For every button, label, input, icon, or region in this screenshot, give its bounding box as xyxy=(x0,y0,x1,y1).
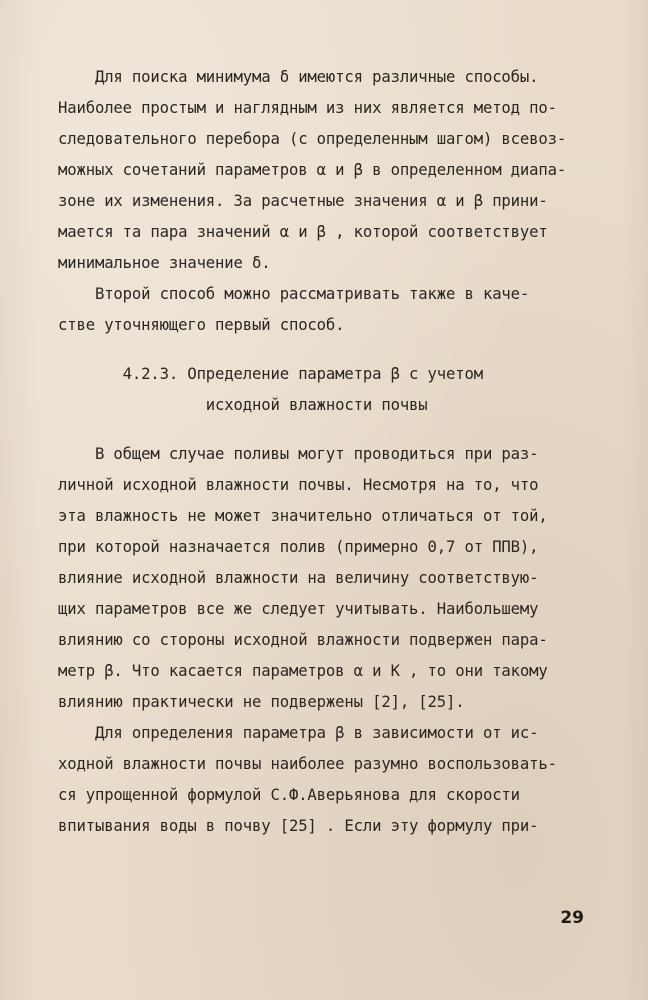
page-number: 29 xyxy=(560,908,584,928)
text-line: ходной влажности почвы наиболее разумно воспользовать- xyxy=(58,755,557,773)
heading-line: 4.2.3. Определение параметра β с учетом xyxy=(58,365,483,383)
text-line: при которой назначается полив (примерно 0,7 от ППВ), xyxy=(58,538,539,556)
text-line: влиянию со стороны исходной влажности подвержен пара- xyxy=(58,631,548,649)
paragraph-4 xyxy=(58,718,618,842)
section-heading xyxy=(58,359,618,421)
text-line: можных сочетаний параметров α и β в определенном диапа- xyxy=(58,161,567,179)
paragraph-3 xyxy=(58,439,618,718)
text-line: метр β. Что касается параметров α и K , то они такому xyxy=(58,662,548,680)
section-spacer xyxy=(58,341,618,359)
text-line: стве уточняющего первый способ. xyxy=(58,316,345,334)
text-line: щих параметров все же следует учитывать. Наибольшему xyxy=(58,600,539,618)
paragraph-2 xyxy=(58,279,618,341)
text-line: Для поиска минимума δ имеются различные способы. xyxy=(58,68,539,86)
text-line: В общем случае поливы могут проводиться при раз- xyxy=(58,445,539,463)
text-line: Для определения параметра β в зависимости от ис- xyxy=(58,724,539,742)
paragraph-1 xyxy=(58,62,618,279)
text-line: ся упрощенной формулой С.Ф.Аверьянова для скорости xyxy=(58,786,520,804)
text-line: минимальное значение δ. xyxy=(58,254,271,272)
text-line: личной исходной влажности почвы. Несмотря на то, что xyxy=(58,476,539,494)
section-spacer xyxy=(58,421,618,439)
text-line: впитывания воды в почву [25] . Если эту формулу при- xyxy=(58,817,539,835)
text-line: зоне их изменения. За расчетные значения α и β прини- xyxy=(58,192,548,210)
text-line: Наиболее простым и наглядным из них является метод по- xyxy=(58,99,557,117)
heading-line: исходной влажности почвы xyxy=(58,396,428,414)
text-line: мается та пара значений α и β , которой соответствует xyxy=(58,223,548,241)
text-line: эта влажность не может значительно отличаться от той, xyxy=(58,507,548,525)
text-line: влиянию практически не подвержены [2], [25]. xyxy=(58,693,465,711)
body-text xyxy=(58,62,618,842)
text-line: влияние исходной влажности на величину соответствую- xyxy=(58,569,539,587)
text-line: Второй способ можно рассматривать также в каче- xyxy=(58,285,530,303)
text-line: следовательного перебора (с определенным шагом) всевоз- xyxy=(58,130,567,148)
